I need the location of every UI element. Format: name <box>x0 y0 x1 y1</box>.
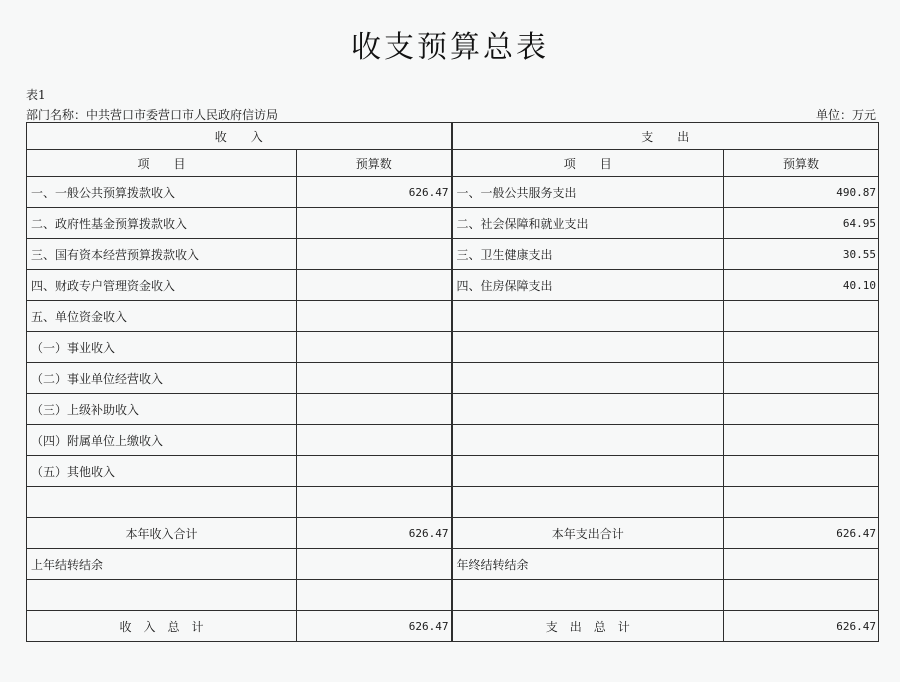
expense-amount <box>724 301 879 332</box>
table-row <box>27 270 879 301</box>
expense-amount: 40.10 <box>724 270 879 301</box>
income-amount <box>297 332 452 363</box>
expense-amount <box>724 332 879 363</box>
expense-item: 四、住房保障支出 <box>452 270 724 301</box>
income-carryover-label: 上年结转结余 <box>27 549 297 580</box>
expense-item-header: 项 目 <box>452 150 724 177</box>
budget-table-wrapper <box>26 122 878 642</box>
income-carryover-amount <box>297 549 452 580</box>
income-amount <box>297 487 452 518</box>
income-grand-total-amount: 626.47 <box>297 611 452 642</box>
table-row <box>27 332 879 363</box>
grand-total-row <box>27 611 879 642</box>
income-grand-total-label: 收 入 总 计 <box>27 611 297 642</box>
income-amount <box>297 239 452 270</box>
table-row <box>27 425 879 456</box>
expense-item: 一、一般公共服务支出 <box>452 177 724 208</box>
expense-grand-total-amount: 626.47 <box>724 611 879 642</box>
expense-budget-header: 预算数 <box>724 150 879 177</box>
income-section-header: 收 入 <box>27 123 452 150</box>
carryover-row <box>27 549 879 580</box>
table-row <box>27 487 879 518</box>
expense-carryover-label: 年终结转结余 <box>452 549 724 580</box>
expense-amount: 490.87 <box>724 177 879 208</box>
table-row <box>27 208 879 239</box>
table-row <box>27 301 879 332</box>
expense-carryover-amount <box>724 549 879 580</box>
column-header-row <box>27 150 879 177</box>
expense-amount <box>724 487 879 518</box>
expense-amount <box>724 456 879 487</box>
income-amount <box>297 425 452 456</box>
section-header-row <box>27 123 879 150</box>
expense-grand-total-label: 支 出 总 计 <box>452 611 724 642</box>
income-item <box>27 487 297 518</box>
blank-cell <box>297 580 452 611</box>
expense-item: 二、社会保障和就业支出 <box>452 208 724 239</box>
blank-cell <box>724 580 879 611</box>
expense-amount: 30.55 <box>724 239 879 270</box>
expense-amount <box>724 363 879 394</box>
income-item: （三）上级补助收入 <box>27 394 297 425</box>
income-year-total-amount: 626.47 <box>297 518 452 549</box>
income-item: 四、财政专户管理资金收入 <box>27 270 297 301</box>
expense-item <box>452 332 724 363</box>
income-budget-header: 预算数 <box>297 150 452 177</box>
expense-item <box>452 425 724 456</box>
income-amount: 626.47 <box>297 177 452 208</box>
form-number: 表1 <box>26 88 46 102</box>
income-year-total-label: 本年收入合计 <box>27 518 297 549</box>
page-title: 收支预算总表 <box>351 30 549 65</box>
income-item: （四）附属单位上缴收入 <box>27 425 297 456</box>
income-item: 一、一般公共预算拨款收入 <box>27 177 297 208</box>
income-amount <box>297 270 452 301</box>
expense-item: 三、卫生健康支出 <box>452 239 724 270</box>
table-row <box>27 363 879 394</box>
table-row <box>27 394 879 425</box>
year-total-row <box>27 518 879 549</box>
table-row <box>27 456 879 487</box>
unit-label: 单位：万元 <box>815 108 876 122</box>
income-item: （一）事业收入 <box>27 332 297 363</box>
income-item: 三、国有资本经营预算拨款收入 <box>27 239 297 270</box>
expense-year-total-label: 本年支出合计 <box>452 518 724 549</box>
department-name: 部门名称：中共营口市委营口市人民政府信访局 <box>26 108 279 122</box>
expense-section-header: 支 出 <box>452 123 879 150</box>
income-amount <box>297 301 452 332</box>
income-amount <box>297 208 452 239</box>
expense-item <box>452 363 724 394</box>
income-item: 五、单位资金收入 <box>27 301 297 332</box>
expense-amount: 64.95 <box>724 208 879 239</box>
table-row <box>27 177 879 208</box>
expense-item <box>452 301 724 332</box>
income-item: （二）事业单位经营收入 <box>27 363 297 394</box>
budget-summary-table <box>26 122 879 642</box>
expense-year-total-amount: 626.47 <box>724 518 879 549</box>
income-item: （五）其他收入 <box>27 456 297 487</box>
income-item: 二、政府性基金预算拨款收入 <box>27 208 297 239</box>
expense-item <box>452 394 724 425</box>
expense-amount <box>724 394 879 425</box>
expense-amount <box>724 425 879 456</box>
income-item-header: 项 目 <box>27 150 297 177</box>
blank-cell <box>27 580 297 611</box>
blank-cell <box>452 580 724 611</box>
blank-row <box>27 580 879 611</box>
income-amount <box>297 363 452 394</box>
expense-item <box>452 487 724 518</box>
income-amount <box>297 394 452 425</box>
expense-item <box>452 456 724 487</box>
income-amount <box>297 456 452 487</box>
table-row <box>27 239 879 270</box>
